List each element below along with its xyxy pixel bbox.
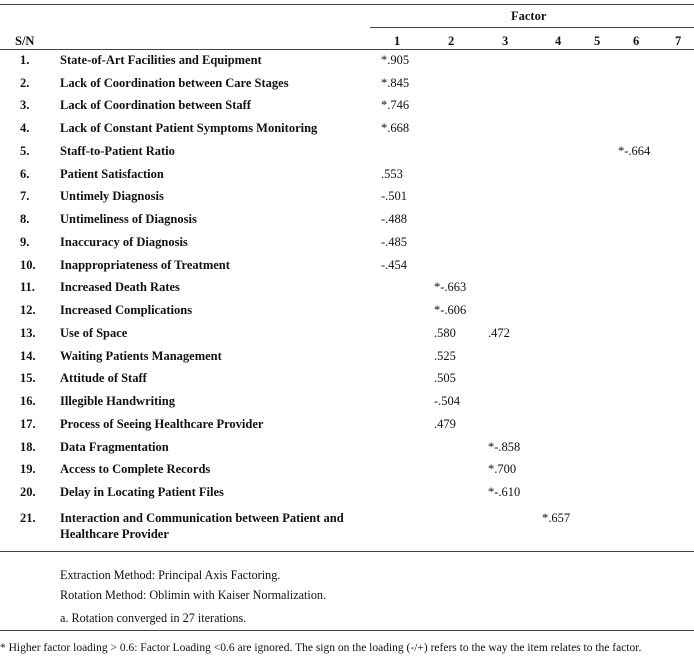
- factor-col-1: 1: [394, 34, 401, 48]
- loading-factor-1: -.485: [381, 235, 408, 249]
- row-sn: 14.: [20, 349, 36, 363]
- loading-factor-1: .553: [381, 167, 403, 181]
- row-label: Access to Complete Records: [60, 462, 211, 476]
- table-top-rule: [0, 4, 694, 5]
- row-label: Increased Death Rates: [60, 280, 180, 294]
- row-sn: 15.: [20, 371, 36, 385]
- loading-factor-2: .525: [434, 349, 456, 363]
- factor-col-6: 6: [633, 34, 640, 48]
- row-sn: 8.: [20, 212, 30, 226]
- row-sn: 17.: [20, 417, 36, 431]
- row-label: Untimely Diagnosis: [60, 189, 164, 203]
- loading-factor-4: *.657: [542, 511, 571, 525]
- row-label: Patient Satisfaction: [60, 167, 164, 181]
- loading-factor-3: *-.858: [488, 440, 521, 454]
- loading-factor-2: *-.606: [434, 303, 467, 317]
- row-label: Illegible Handwriting: [60, 394, 175, 408]
- row-label: Process of Seeing Healthcare Provider: [60, 417, 264, 431]
- loading-factor-2: *-.663: [434, 280, 467, 294]
- loading-factor-2: .580: [434, 326, 456, 340]
- loading-factor-1: *.668: [381, 121, 410, 135]
- row-label: Use of Space: [60, 326, 128, 340]
- note-converged: a. Rotation converged in 27 iterations.: [60, 611, 247, 625]
- row-sn: 6.: [20, 167, 30, 181]
- loading-factor-3: *.700: [488, 462, 517, 476]
- loading-factor-2: .479: [434, 417, 456, 431]
- row-label: Inappropriateness of Treatment: [60, 258, 230, 272]
- row-sn: 12.: [20, 303, 36, 317]
- factor-title: Factor: [511, 9, 547, 23]
- row-label: Interaction and Communication between Patient and Healthcare Provider: [60, 511, 344, 541]
- loading-factor-6: *-.664: [618, 144, 651, 158]
- row-label: Lack of Constant Patient Symptoms Monitoring: [60, 121, 318, 135]
- table-bottom-rule: [0, 630, 694, 631]
- row-sn: 11.: [20, 280, 35, 294]
- row-label: Waiting Patients Management: [60, 349, 222, 363]
- loading-factor-1: *.845: [381, 76, 410, 90]
- row-sn: 4.: [20, 121, 30, 135]
- note-extraction: Extraction Method: Principal Axis Factoring.: [60, 568, 281, 582]
- loading-factor-1: *.905: [381, 53, 410, 67]
- factor-col-5: 5: [594, 34, 601, 48]
- factor-col-7: 7: [675, 34, 682, 48]
- row-label: Lack of Coordination between Care Stages: [60, 76, 289, 90]
- row-sn: 19.: [20, 462, 36, 476]
- row-label: Data Fragmentation: [60, 440, 169, 454]
- row-sn: 9.: [20, 235, 30, 249]
- loading-factor-3: *-.610: [488, 485, 521, 499]
- row-label: Untimeliness of Diagnosis: [60, 212, 197, 226]
- row-label: Lack of Coordination between Staff: [60, 98, 251, 112]
- row-sn: 20.: [20, 485, 36, 499]
- table-body-bottom-rule: [0, 551, 694, 552]
- row-label: Inaccuracy of Diagnosis: [60, 235, 188, 249]
- row-sn: 13.: [20, 326, 36, 340]
- row-sn: 5.: [20, 144, 30, 158]
- row-sn: 16.: [20, 394, 36, 408]
- loading-factor-1: -.454: [381, 258, 408, 272]
- loading-factor-2: .505: [434, 371, 456, 385]
- row-sn: 2.: [20, 76, 30, 90]
- row-label: Delay in Locating Patient Files: [60, 485, 224, 499]
- factor-col-3: 3: [502, 34, 509, 48]
- row-sn: 10.: [20, 258, 36, 272]
- note-rotation: Rotation Method: Oblimin with Kaiser Normalization.: [60, 588, 327, 602]
- footnote: * Higher factor loading > 0.6: Factor Loading <0.6 are ignored. The sign on the loading (-/+) refers to the way the item relates to the factor.: [0, 642, 642, 654]
- row-sn: 7.: [20, 189, 30, 203]
- loading-factor-1: -.488: [381, 212, 408, 226]
- loading-factor-1: -.501: [381, 189, 408, 203]
- sn-header: S/N: [15, 34, 35, 48]
- row-label: State-of-Art Facilities and Equipment: [60, 53, 262, 67]
- row-label: Staff-to-Patient Ratio: [60, 144, 175, 158]
- row-sn: 1.: [20, 53, 30, 67]
- loading-factor-1: *.746: [381, 98, 410, 112]
- row-sn: 18.: [20, 440, 36, 454]
- loading-factor-3: .472: [488, 326, 510, 340]
- row-label: Attitude of Staff: [60, 371, 147, 385]
- factor-col-2: 2: [448, 34, 455, 48]
- loading-factor-2: -.504: [434, 394, 461, 408]
- factor-col-4: 4: [555, 34, 562, 48]
- row-label: Increased Complications: [60, 303, 193, 317]
- header-bottom-rule: [0, 49, 694, 50]
- factor-header-rule: [370, 27, 694, 28]
- row-sn: 3.: [20, 98, 30, 112]
- row-sn: 21.: [20, 511, 36, 525]
